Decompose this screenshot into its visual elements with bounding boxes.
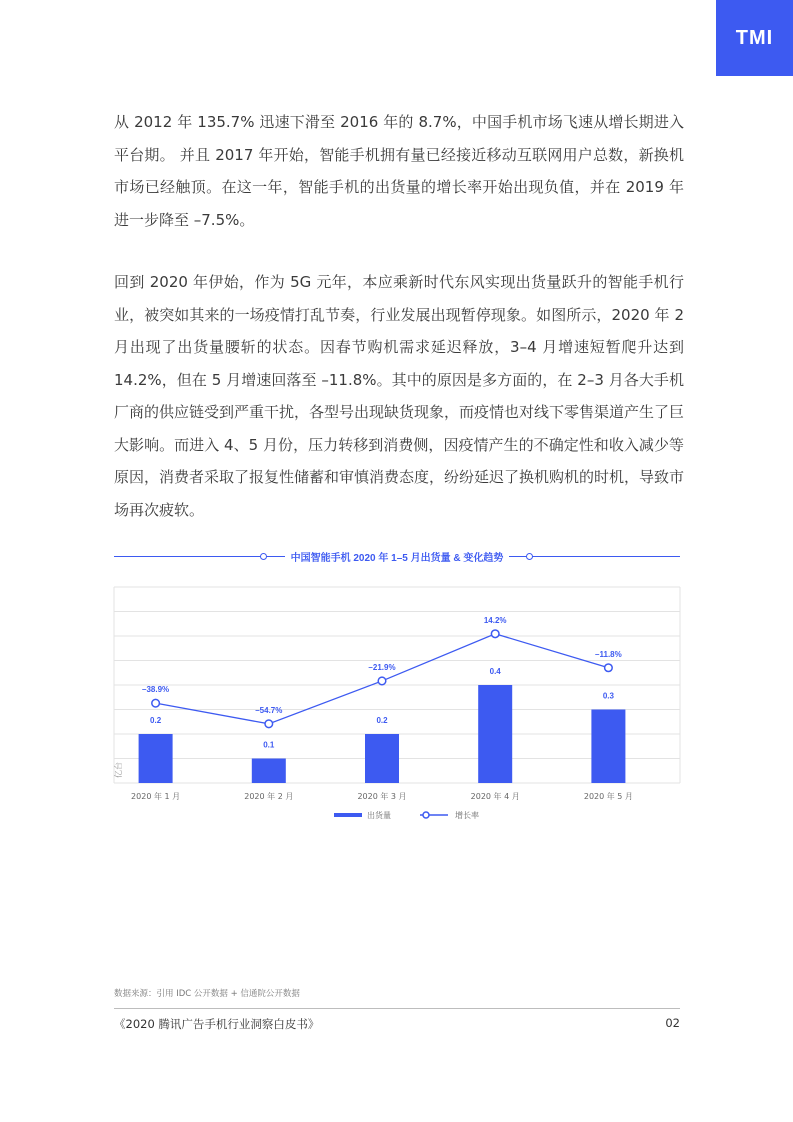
growth-rate-label: –11.8%: [595, 649, 622, 659]
growth-rate-point: [605, 664, 613, 672]
bar: [139, 734, 173, 783]
growth-rate-point: [265, 720, 273, 728]
bar-value-label: 0.2: [376, 716, 388, 725]
bar: [478, 685, 512, 783]
bar: [252, 759, 286, 784]
bar-value-label: 0.2: [150, 716, 162, 725]
page-number: 02: [665, 1016, 680, 1030]
growth-rate-label: 14.2%: [483, 615, 507, 625]
bar-value-label: 0.4: [489, 667, 501, 676]
chart-title: 中国智能手机 2020 年 1–5 月出货量 & 变化趋势: [285, 553, 510, 564]
growth-rate-point: [152, 699, 160, 707]
bar: [365, 734, 399, 783]
growth-rate-label: –38.9%: [142, 685, 170, 695]
paragraph-2: 回到 2020 年伊始，作为 5G 元年，本应乘新时代东风实现出货量跃升的智能手机行业，被突如其来的一场疫情打乱节奏，行业发展出现暂停现象。如图所示，2020 年 2 月出现了出货量腰斩的状态。因春节购机需求延迟释放，3–4 月增速短暂爬升达到 14.2%，但在 5 月增速回落至 –11.8%。其中的原因是多方面的，在 2–3 月各大手机厂商的供应链受到严重干扰，各型号出现缺货现象，而疫情也对线下零售渠道产生了巨大影响。而进入 4、5 月份，压力转移到消费侧，因疫情产生的不确定性和收入减少等原因，消费者采取了报复性储蓄和审慎消费态度，纷纷延迟了换机购机的时机，导致市场再次疲软。: [114, 273, 685, 519]
bar: [591, 710, 625, 784]
paragraph-1: 从 2012 年 135.7% 迅速下滑至 2016 年的 8.7%，中国手机市场飞速从增长期进入平台期。 并且 2017 年开始，智能手机拥有量已经接近移动互联网用户总数，新换机市场已经触顶。在这一年，智能手机的出货量的增长率开始出现负值，并在 2019 年进一步降至 –7.5%。: [114, 113, 684, 229]
footer-title: 《2020 腾讯广告手机行业洞察白皮书》: [114, 1017, 320, 1031]
growth-rate-label: –21.9%: [368, 662, 396, 672]
growth-rate-line: [156, 634, 609, 724]
chart-title-bar: [114, 548, 680, 566]
y-axis-label: 亿台: [114, 762, 123, 778]
legend-bar-swatch: [334, 813, 362, 817]
footer-divider: [114, 1008, 680, 1009]
x-tick-label: 2020 年 2 月: [244, 792, 294, 801]
legend-line-marker: [423, 812, 429, 818]
growth-rate-label: –54.7%: [255, 705, 283, 715]
x-tick-label: 2020 年 1 月: [131, 792, 181, 801]
bar-value-label: 0.3: [602, 691, 614, 701]
data-source: 数据来源：引用 IDC 公开数据 + 信通院公开数据: [114, 989, 300, 999]
tmi-logo: TMI: [716, 0, 793, 76]
legend-line-label: 增长率: [455, 811, 479, 820]
bar-value-label: 0.1: [263, 740, 275, 750]
x-tick-label: 2020 年 5 月: [583, 792, 633, 801]
legend-bar-label: 出货量: [367, 811, 391, 820]
x-tick-label: 2020 年 4 月: [470, 792, 520, 801]
growth-rate-point: [491, 630, 499, 638]
growth-rate-point: [378, 677, 386, 685]
x-tick-label: 2020 年 3 月: [357, 792, 407, 801]
